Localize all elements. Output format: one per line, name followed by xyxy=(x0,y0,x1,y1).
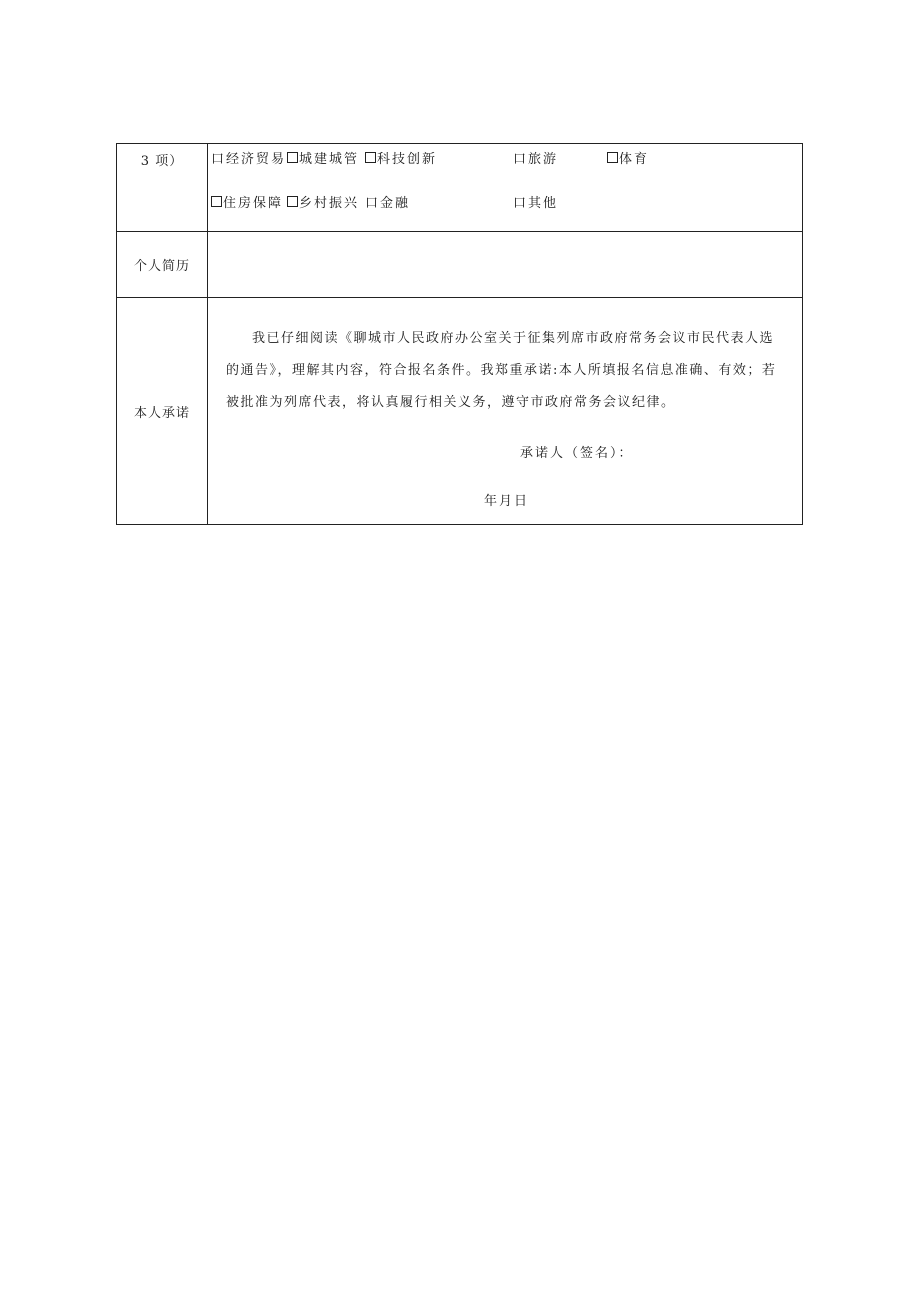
option-label: 经济贸易 xyxy=(226,152,287,167)
checkbox-icon[interactable]: 口 xyxy=(513,152,529,167)
pledge-label: 本人承诺 xyxy=(117,298,208,525)
pledge-text: 我已仔细阅读《聊城市人民政府办公室关于征集列席市政府常务会议市民代表人选的通告》，理解其内容，符合报名条件。我郑重承诺:本人所填报名信息准确、有效；若被批准为列席代表，将认真履行相关义务，遵守市政府常务会议纪律。 xyxy=(226,331,777,411)
option-rural-revitalization[interactable] xyxy=(287,192,359,211)
field-category-row xyxy=(117,144,803,232)
checkbox-icon[interactable] xyxy=(365,152,376,163)
signature-label: 承诺人（签名）： xyxy=(520,446,634,462)
option-label: 旅游 xyxy=(528,152,559,167)
field-category-options xyxy=(208,144,803,232)
checkbox-icon[interactable]: 口 xyxy=(365,196,381,211)
option-other[interactable] xyxy=(513,192,558,211)
option-label: 住房保障 xyxy=(223,196,284,211)
resume-row xyxy=(117,232,803,298)
checkbox-icon[interactable]: 口 xyxy=(211,152,227,167)
date-label: 年月日 xyxy=(484,494,530,510)
field-category-label: 3 项） xyxy=(117,144,208,232)
option-finance[interactable] xyxy=(365,192,410,211)
checkbox-icon[interactable] xyxy=(607,152,618,163)
application-form-table xyxy=(116,143,803,525)
option-economy-trade[interactable] xyxy=(211,148,286,167)
checkbox-icon[interactable]: 口 xyxy=(513,196,529,211)
option-label: 体育 xyxy=(619,152,650,167)
checkbox-icon[interactable] xyxy=(287,152,298,163)
resume-field[interactable] xyxy=(208,232,803,298)
option-sports[interactable] xyxy=(607,148,649,167)
resume-label: 个人简历 xyxy=(117,232,208,298)
checkbox-icon[interactable] xyxy=(211,196,222,207)
option-urban-construction[interactable] xyxy=(287,148,359,167)
pledge-row xyxy=(117,298,803,525)
option-housing[interactable] xyxy=(211,192,283,211)
option-label: 金融 xyxy=(380,196,411,211)
checkbox-icon[interactable] xyxy=(287,196,298,207)
option-science-innovation[interactable] xyxy=(365,148,437,167)
option-label: 科技创新 xyxy=(377,152,438,167)
option-label: 城建城管 xyxy=(299,152,360,167)
option-tourism[interactable] xyxy=(513,148,558,167)
option-label: 其他 xyxy=(528,196,559,211)
pledge-cell xyxy=(208,298,803,525)
option-label: 乡村振兴 xyxy=(299,196,360,211)
